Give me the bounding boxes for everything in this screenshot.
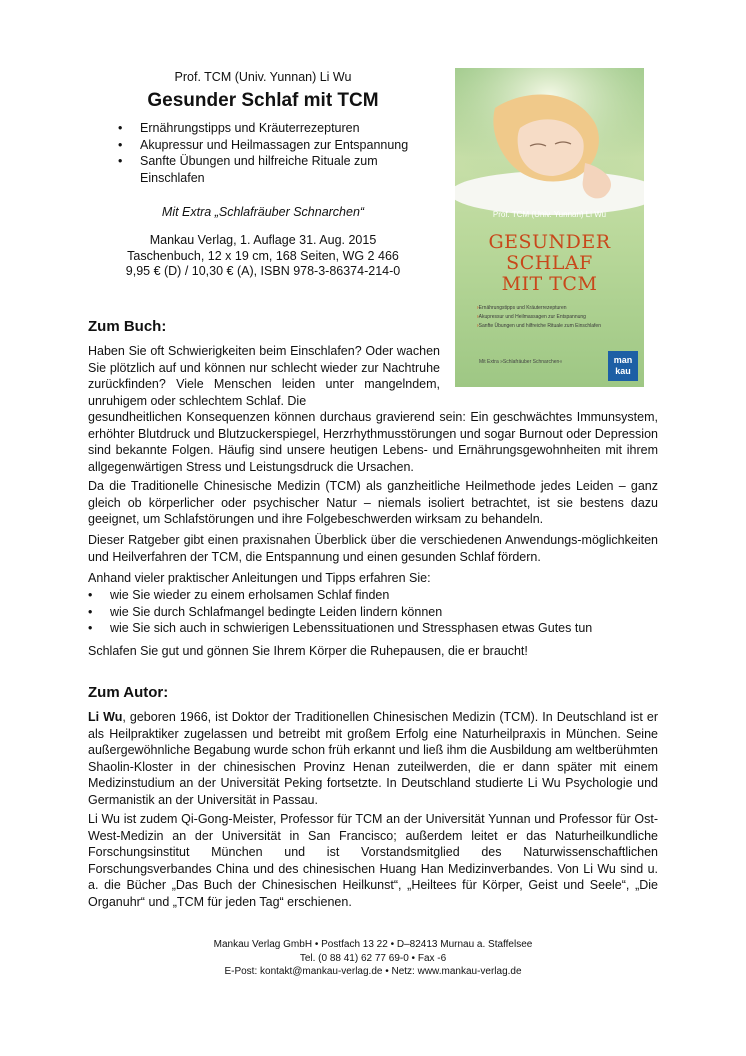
book-paragraph: Haben Sie oft Schwierigkeiten beim Einschlafen? Oder wachen Sie plötzlich auf und können nur schlecht wieder zur Nachtruhe zurückfinden? Viele Menschen leiden unter mangelndem, unruhigem oder schlechtem Schlaf. Die [88,344,440,408]
book-cover [455,68,644,387]
cover-feature-item: › Ernährungstipps und Kräuterrezepturen [477,304,642,313]
footer-address: Mankau Verlag GmbH • Postfach 13 22 • D–82413 Murnau a. Staffelsee [213,939,533,950]
book-paragraph: gesundheitlichen Konsequenzen können durchaus gravierend sein: Ein geschwächtes Immunsystem, erhöhter Blutdruck und Blutzuckerspiegel, Herzrhythmusstörungen und sogar Burnout oder Depression sind bekannte Folgen. Häufig sind unsere heutigen Lebens- und Ernährungsgewohnheiten mit ihrem allgegenwärtigen Stress und Leistungsdruck die Ursachen. [88,410,658,474]
publication-line: Mankau Verlag, 1. Auflage 31. Aug. 2015 [149,233,377,247]
section-heading-author: Zum Autor: [88,684,169,701]
book-author: Prof. TCM (Univ. Yunnan) Li Wu [174,70,352,84]
publisher-logo [608,351,638,381]
book-paragraph: Anhand vieler praktischer Anleitungen und Tipps erfahren Sie: [88,571,431,585]
feature-item: • Ernährungstipps und Kräuterrezepturen [118,120,438,137]
extra-note: Mit Extra „Schlafräuber Schnarchen“ [161,205,365,219]
benefit-item: • wie Sie sich auch in schwierigen Lebenssituationen und Stressphasen etwas Gutes tun [88,620,592,637]
book-paragraph: Schlafen Sie gut und gönnen Sie Ihrem Körper die Ruhepausen, die er braucht! [88,644,528,658]
cover-title-line: MIT TCM [501,273,598,295]
author-paragraph [88,709,658,808]
cover-photo-illustration [455,68,644,387]
author-name: Li Wu [88,710,123,724]
publication-info [118,233,408,280]
author-paragraph: Li Wu ist zudem Qi-Gong-Meister, Professor für TCM an der Universität Yunnan und Professor für Ost-West-Medizin an der Universität in San Francisco; außerdem leitet er das Naturheilkundliche Forschungsinstitut München und ist Vorstandsmitglied des Naturwissenschaftlichen Forschungsverbandes China und des chinesischen Huang Han Medizinverbandes. Von Li Wu sind u. a. die Bücher „Das Buch der Chinesischen Heilkunst“, „Heiltees für Körper, Geist und Seele“, „Die Organuhr“ und „TCM für jeden Tag“ erschienen. [88,812,658,909]
footer-contact: E-Post: kontakt@mankau-verlag.de • Netz: www.mankau-verlag.de [224,966,522,977]
cover-title-line: GESUNDER [488,231,611,253]
logo-text-bottom: kau [615,366,631,376]
section-heading-book: Zum Buch: [88,318,167,335]
cover-feature-item: › Akupressur und Heilmassagen zur Entspannung [477,313,642,322]
book-paragraph: Dieser Ratgeber gibt einen praxisnahen Überblick über die verschiedenen Anwendungs-möglichkeiten und Heilverfahren der TCM, die Entspannung und einen gesunden Schlaf fördern. [88,533,658,564]
logo-text-top: man [613,355,633,365]
cover-author: Prof. TCM (Univ. Yunnan) Li Wu [492,210,607,219]
cover-feature-list [477,304,642,331]
feature-item: • Akupressur und Heilmassagen zur Entspannung [118,137,438,154]
benefit-item: • wie Sie durch Schlafmangel bedingte Leiden lindern können [88,604,592,621]
cover-title-line: SCHLAF [506,252,593,274]
benefit-list [88,587,592,637]
publisher-footer [0,938,746,979]
feature-item: • Sanfte Übungen und hilfreiche Rituale zum [118,153,438,170]
cover-title [455,232,644,295]
author-bio: , geboren 1966, ist Doktor der Traditionellen Chinesischen Medizin (TCM). In Deutschland ist er als Heilpraktiker zugelassen und betreibt mit großem Erfolg eine Naturheilpraxis in München. Seine außergewöhnliche Begabung wurde schon früh erkannt und ließ ihm die Ausbildung am weltberühmten Shaolin-Kloster in der chinesischen Provinz Henan zuteilwerden, die er dann später mit einem Medizinstudium an der Universität Peking fortsetzte. In Deutschland studierte Li Wu Psychologie und Germanistik an der Universität in Passau. [88,710,658,807]
publication-line: Taschenbuch, 12 x 19 cm, 168 Seiten, WG 2 466 [127,248,399,263]
book-paragraph: Da die Traditionelle Chinesische Medizin (TCM) als ganzheitliche Heilmethode jedes Leiden – ganz gleich ob körperlicher oder psychischer Natur – niemals isoliert betrachtet, ist sie bestens dazu geeignet, um Schlafstörungen und ihre Folgebeschwerden wirksam zu behandeln. [88,479,658,526]
cover-feature-item: › Sanfte Übungen und hilfreiche Rituale zum Einschlafen [477,322,642,331]
cover-extra-note: Mit Extra »Schlafräuber Schnarchen« [479,359,563,365]
footer-phone: Tel. (0 88 41) 62 77 69-0 • Fax -6 [299,952,447,964]
publication-line: 9,95 € (D) / 10,30 € (A), ISBN 978-3-86374-214-0 [125,264,401,278]
benefit-item: • wie Sie wieder zu einem erholsamen Schlaf finden [88,587,592,604]
feature-item: Einschlafen [140,170,205,185]
book-title: Gesunder Schlaf mit TCM [147,90,379,111]
feature-list [118,120,438,186]
